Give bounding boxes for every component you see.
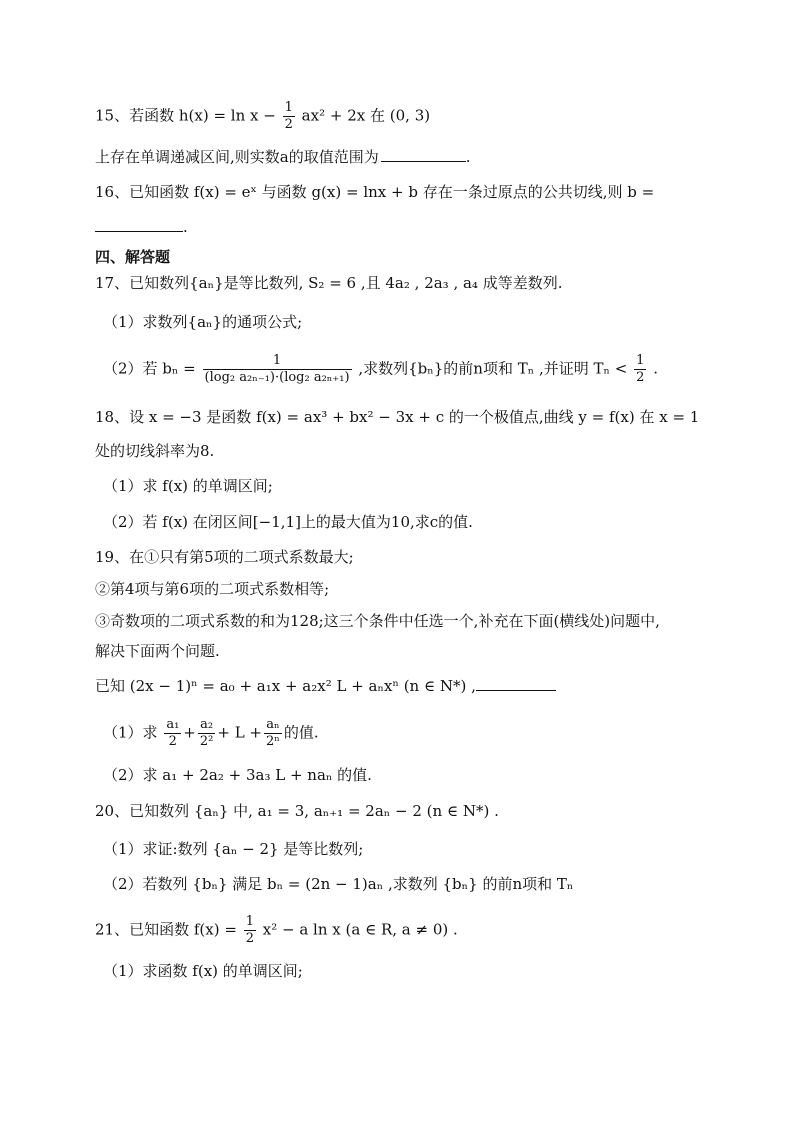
q19-frac3-den: 2ⁿ: [266, 734, 280, 749]
q19-line1: 19、在①只有第5项的二项式系数最大;: [95, 548, 354, 566]
q19-frac-2: [198, 717, 215, 750]
q15-frac-num: 1: [284, 100, 293, 115]
q15-interval: (0, 3): [389, 106, 431, 125]
q19-frac-1: [164, 717, 181, 750]
q15-line2: [95, 146, 471, 168]
q20-line1: 20、已知数列 {aₙ} 中, a₁ = 3, aₙ₊₁ = 2aₙ − 2 (n ∈ N*) .: [95, 802, 499, 820]
q19-condition-blank: [476, 676, 556, 691]
q21-rest: x² − a ln x (a ∈ R, a ≠ 0) .: [262, 920, 458, 939]
q15-line2-text: 上存在单调递减区间,则实数a的取值范围为: [95, 148, 379, 166]
q19-frac1-den: 2: [164, 733, 181, 750]
q19-part1: [103, 717, 319, 750]
q20-part1: （1）求证:数列 {aₙ − 2} 是等比数列;: [103, 840, 364, 858]
q17-bn-den: (log₂ a₂ₙ₋₁)·(log₂ a₂ₙ₊₁): [204, 370, 350, 385]
q15-mid: 在: [369, 106, 385, 125]
q16-line2: [95, 216, 188, 238]
q21-frac-den: 2: [245, 931, 254, 946]
q18-part2: （2）若 f(x) 在闭区间[−1,1]上的最大值为10,求c的值.: [103, 513, 473, 531]
q15-line2-end: .: [465, 148, 471, 166]
q19-plus: +: [183, 723, 196, 742]
q19-frac-3: [264, 717, 282, 750]
q19-frac2-den: 2²: [199, 734, 214, 749]
q19-part1-end: 的值.: [283, 723, 319, 742]
q15-fraction: [283, 100, 295, 133]
q16-text: 16、已知函数 f(x) = eˣ 与函数 g(x) = lnx + b 存在一条过原点的公共切线,则 b =: [95, 183, 655, 201]
q17-part2: [103, 353, 658, 386]
q19-ellipsis: + L +: [217, 723, 262, 742]
q17-part1: （1）求数列{aₙ}的通项公式;: [103, 313, 303, 331]
q18-line1: 18、设 x = −3 是函数 f(x) = ax³ + bx² − 3x + c 的一个极值点,曲线 y = f(x) 在 x = 1: [95, 408, 700, 426]
q19-line2: ②第4项与第6项的二项式系数相等;: [95, 580, 330, 598]
q19-part2: （2）求 a₁ + 2a₂ + 3a₃ L + naₙ 的值.: [103, 766, 372, 784]
q16-line1: [95, 181, 654, 203]
q17-bn-fraction: [203, 353, 352, 386]
q18-part1: （1）求 f(x) 的单调区间;: [103, 477, 273, 495]
q18-line2: 处的切线斜率为8.: [95, 442, 215, 460]
q19-line4: 解决下面两个问题.: [95, 642, 220, 660]
q15-line1: [95, 100, 430, 133]
q15-func-rhs: ax² + 2x: [301, 106, 366, 125]
q15-prefix: 15、若函数: [95, 106, 175, 125]
q16-answer-blank: [95, 217, 183, 232]
q21-fraction: [244, 914, 256, 947]
q21-frac-num: 1: [245, 914, 254, 929]
q17-bn-num: 1: [272, 353, 282, 368]
q20-part2: （2）若数列 {bₙ} 满足 bₙ = (2n − 1)aₙ ,求数列 {bₙ} 的前n项和 Tₙ: [103, 875, 574, 893]
q17-half-den: 2: [636, 370, 645, 385]
q15-answer-blank: [381, 147, 466, 162]
q21-line1: [95, 914, 458, 947]
q17-half-fraction: [634, 353, 646, 386]
q19-line5: [95, 675, 556, 697]
q21-part1: （1）求函数 f(x) 的单调区间;: [103, 962, 303, 980]
q19-expansion: 已知 (2x − 1)ⁿ = a₀ + a₁x + a₂x² L + aₙxⁿ (n ∈ N*) ,: [95, 677, 476, 695]
q16-line2-end: .: [183, 218, 188, 236]
q19-frac1-num: a₁: [166, 717, 180, 732]
q15-frac-den: 2: [284, 117, 293, 132]
q21-prefix: 21、已知函数 f(x) =: [95, 920, 237, 939]
q19-frac2-num: a₂: [200, 717, 214, 732]
q17-part2-mid: ,求数列{bₙ}的前n项和 Tₙ ,并证明 Tₙ <: [358, 359, 628, 378]
q19-part1-prefix: （1）求: [103, 723, 158, 742]
q17-part2-prefix: （2）若 bₙ =: [103, 359, 196, 378]
q17-line1: 17、已知数列{aₙ}是等比数列, S₂ = 6 ,且 4a₂ , 2a₃ , a₄ 成等差数列.: [95, 274, 563, 292]
q17-part2-end: .: [653, 359, 658, 378]
q15-func-lhs: h(x) = ln x −: [178, 106, 276, 125]
q19-frac3-num: aₙ: [266, 717, 280, 732]
q17-half-num: 1: [636, 353, 645, 368]
section-heading: 四、解答题: [95, 248, 171, 266]
q19-line3: ③奇数项的二项式系数的和为128;这三个条件中任选一个,补充在下面(横线处)问题中,: [95, 612, 660, 630]
